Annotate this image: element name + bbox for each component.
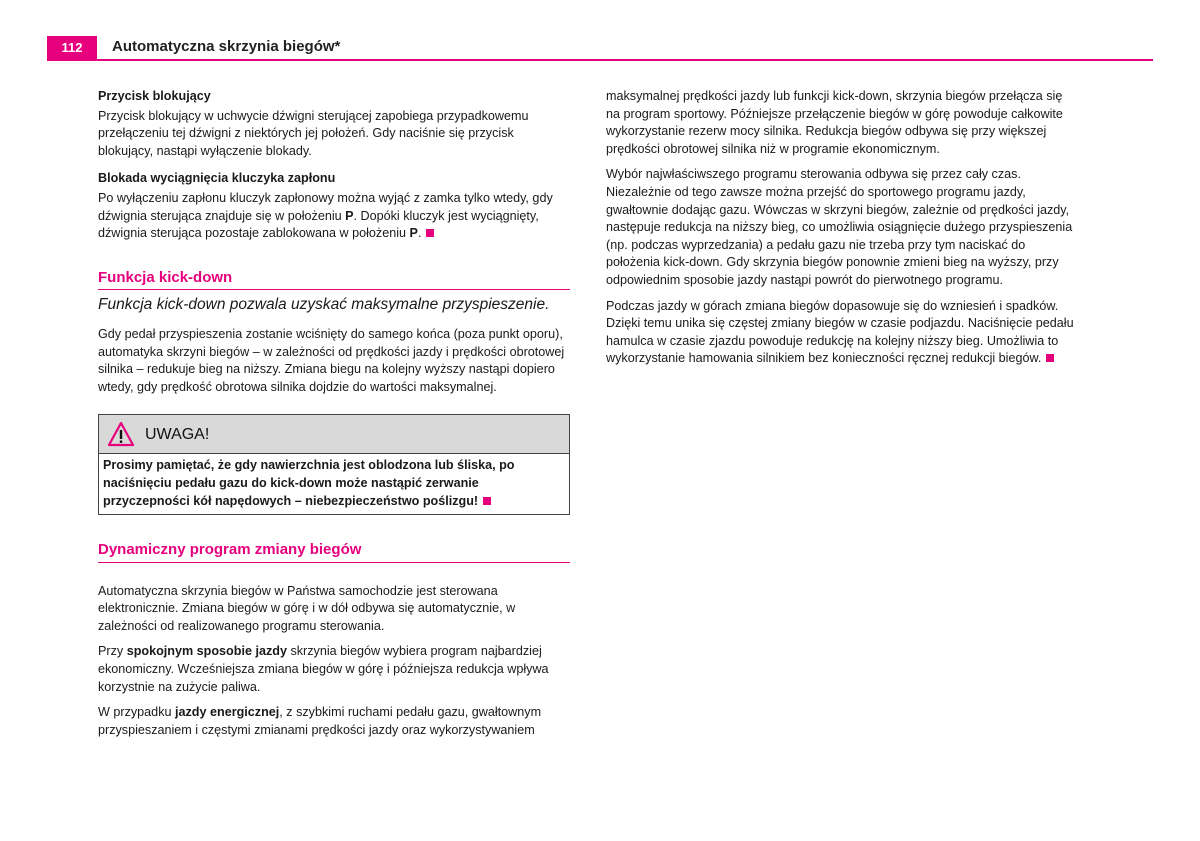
end-square-icon [483, 497, 491, 505]
end-square-icon [1046, 354, 1054, 362]
paragraph-key-lock [98, 190, 570, 243]
end-square-icon [426, 229, 434, 237]
paragraph-kick-down: Gdy pedał przyspieszenia zostanie wciśnięty do samego końca (poza punkt oporu), automatyka skrzyni biegów – w zależności od prędkości jazdy i prędkości obrotowej silnika – redukuje bieg na niższy. Zmiana biegu na kolejny wyższy nastąpi dopiero wtedy, gdy prędkość obrotowa silnika dojdzie do wartości maksymalnej. [98, 326, 565, 394]
subheading-lock-button: Przycisk blokujący [98, 89, 211, 103]
paragraph-program-selection: Wybór najwłaściwszego programu sterowania odbywa się przez cały czas. Niezależnie od tego zawsze można przejść do sportowego programu jazdy, gwałtownie dodając gazu. Wówczas w skrzyni biegów, zależnie od prędkości jazdy, następuje redukcja na niższy bieg, co umożliwia osiągnięcie dużego przyspieszenia (np. podczas wyprzedzania) a pedału gazu nie trzeba przy tym naciskać do położenia kick-down. Gdy skrzynia biegów ponownie zmieni bieg na wyższy, przy odpowiednim sposobie jazdy nastąpi powrót do pierwotnego programu. [606, 167, 1073, 287]
bold-calm-driving: spokojnym sposobie jazdy [126, 644, 287, 659]
text-span: . Dopóki kluczyk jest wyciągnięty, dźwignia sterująca pozostaje zablokowana w położeniu [98, 208, 539, 241]
section-title-dynamic-program: Dynamiczny program zmiany biegów [98, 541, 570, 563]
bold-position-p: P [409, 226, 418, 241]
paragraph-dynamic-3 [98, 704, 570, 739]
bold-position-p: P [345, 208, 354, 223]
page-number: 112 [47, 36, 97, 60]
warning-text-span: Prosimy pamiętać, że gdy nawierzchnia jest oblodzona lub śliska, po naciśnięciu pedału gazu do kick-down może nastąpić zerwanie przyczepności kół napędowych – niebezpieczeństwo poślizgu! [103, 458, 515, 508]
left-column [98, 86, 570, 745]
lead-kick-down: Funkcja kick-down pozwala uzyskać maksymalne przyspieszenie. [98, 296, 550, 314]
page-header-title: Automatyczna skrzynia biegów* [112, 38, 341, 55]
section-title-kick-down: Funkcja kick-down [98, 269, 570, 291]
paragraph-sport-program: maksymalnej prędkości jazdy lub funkcji kick-down, skrzynia biegów przełącza się na program sportowy. Późniejsze przełączenie biegów w górę powoduje całkowite wykorzystanie rezerw mocy silnika. Redukcja biegów odbywa się przy większej prędkości obrotowej silnika niż w programie ekonomicznym. [606, 89, 1063, 156]
paragraph-lock-button: Przycisk blokujący w uchwycie dźwigni sterującej zapobiega przypadkowemu przełączeniu tej dźwigni z niektórych jej położeń. Gdy naciśnie się przycisk blokujący, nastąpi wyłączenie blokady. [98, 108, 529, 158]
bold-energetic-driving: jazdy energicznej [175, 705, 280, 720]
text-span: skrzynia biegów wybiera program najbardziej ekonomiczny. Wcześniejsza zmiana biegów w górę i późniejsza redukcja wpływa korzystnie na zużycie paliwa. [98, 644, 549, 694]
text-span: Po wyłączeniu zapłonu kluczyk zapłonowy można wyjąć z zamka tylko wtedy, gdy dźwignia sterująca znajduje się w położeniu [98, 190, 553, 223]
warning-label: UWAGA! [145, 425, 210, 443]
text-span: Podczas jazdy w górach zmiana biegów dopasowuje się do wzniesień i spadków. Dzięki temu unika się częstej zmiany biegów w czasie podjazdu. Naciśnięcie pedału hamulca w czasie zjazdu powoduje redukcję na kolejny niższy bieg. Umożliwia to wykorzystanie hamowania silnikiem bez konieczności ręcznej redukcji biegów. [606, 298, 1074, 366]
text-span: Przy [98, 644, 127, 659]
right-column [606, 88, 1078, 374]
paragraph-dynamic-1: Automatyczna skrzynia biegów w Państwa samochodzie jest sterowana elektronicznie. Zmiana biegów w górę i w dół odbywa się automatycznie, w zależności od realizowanego programu sterowania. [98, 583, 516, 633]
warning-box [98, 414, 570, 515]
text-span: . [417, 226, 422, 241]
paragraph-dynamic-2 [98, 643, 570, 696]
text-span: W przypadku [98, 705, 175, 720]
warning-triangle-icon [107, 421, 135, 447]
paragraph-mountain-driving [606, 298, 1078, 368]
text-span: , z szybkimi ruchami pedału gazu, gwałtownym przyspieszaniem i częstymi zmianami prędkości jazdy oraz wykorzystywaniem [98, 705, 542, 737]
warning-header [99, 415, 569, 454]
header-rule [47, 59, 1153, 61]
subheading-key-lock: Blokada wyciągnięcia kluczyka zapłonu [98, 171, 336, 186]
warning-text [99, 454, 569, 514]
